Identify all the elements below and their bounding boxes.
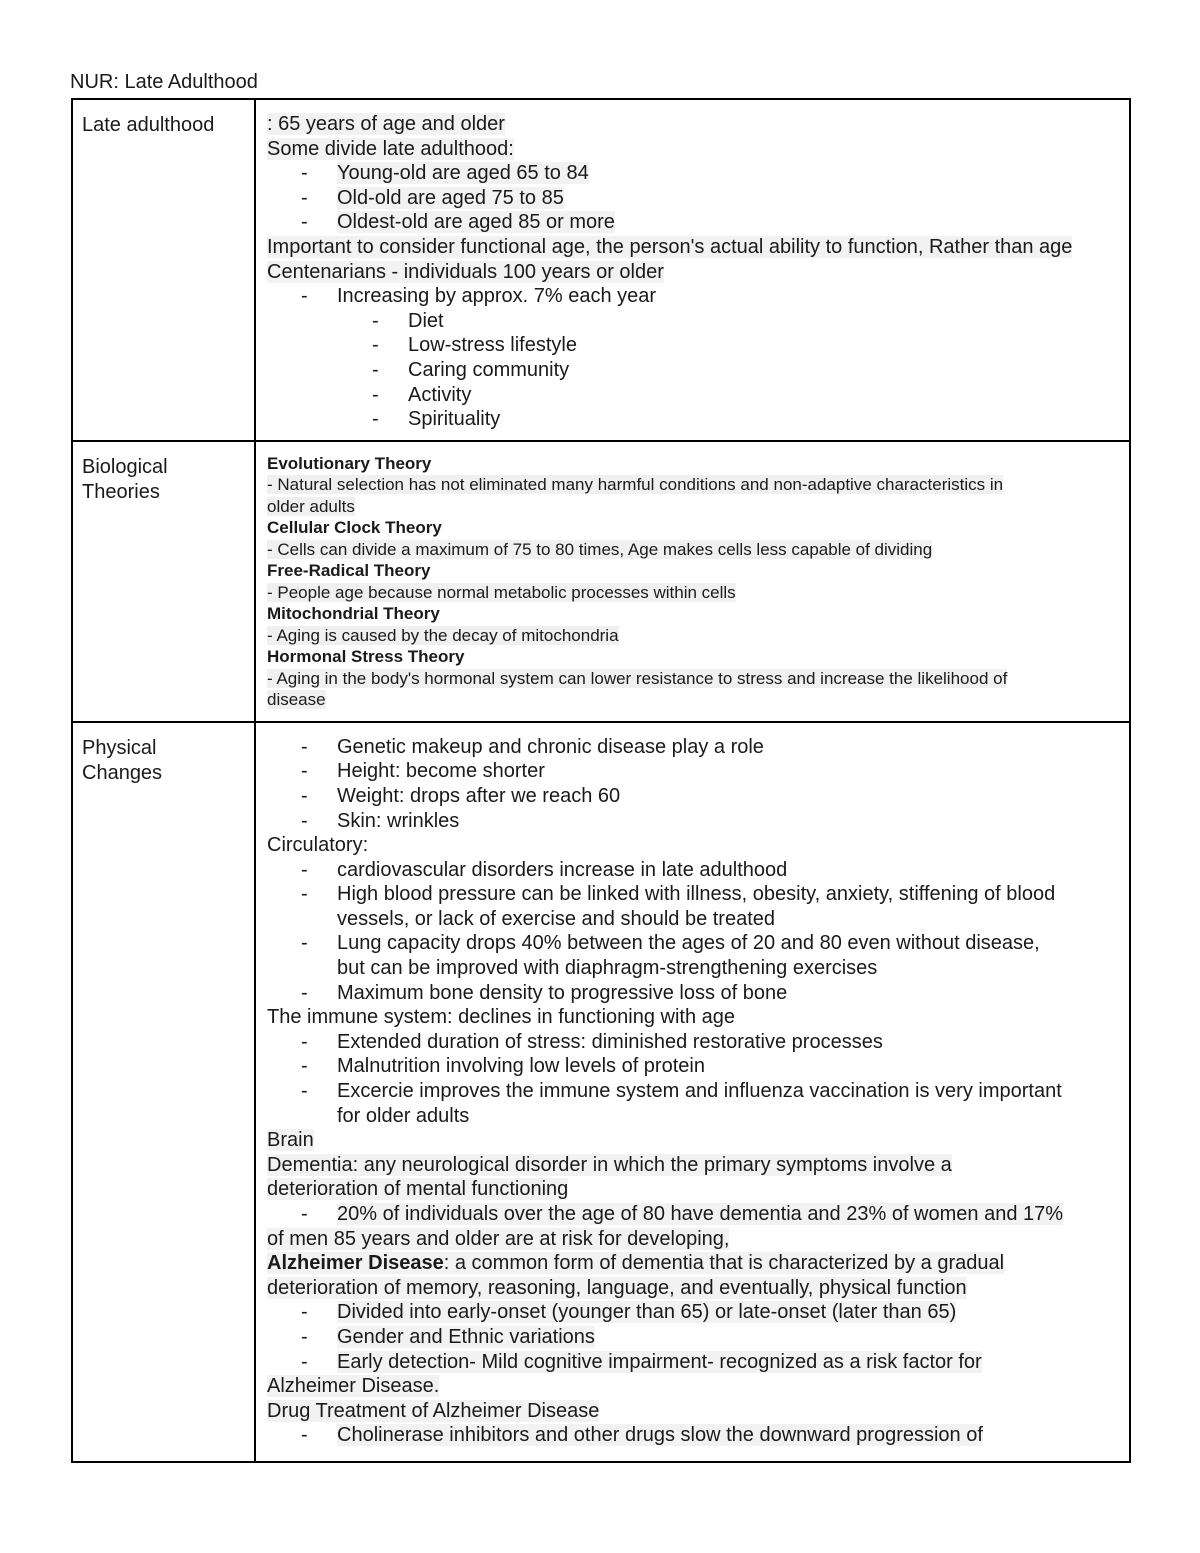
theory-heading: Mitochondrial Theory bbox=[267, 604, 440, 624]
row-label-cell bbox=[72, 99, 255, 441]
row-label: Late adulthood bbox=[82, 114, 215, 136]
theory-text: - Cells can divide a maximum of 75 to 80 times, Age makes cells less capable of dividing bbox=[267, 539, 933, 559]
list-item: - Weight: drops after we reach 60 bbox=[267, 784, 1129, 809]
row-content-cell bbox=[255, 99, 1130, 441]
text-line: deterioration of mental functioning bbox=[267, 1178, 569, 1201]
theory-heading: Free-Radical Theory bbox=[267, 561, 431, 581]
alzheimer-term: Alzheimer Disease bbox=[267, 1252, 444, 1275]
row-label-cell bbox=[72, 722, 255, 1462]
list-item: - Caring community bbox=[267, 358, 1129, 383]
list-item: - Low-stress lifestyle bbox=[267, 333, 1129, 358]
text-line: Brain bbox=[267, 1129, 314, 1152]
list-item: - Genetic makeup and chronic disease play a role bbox=[267, 735, 1129, 760]
list-item: - Excercie improves the immune system and influenza vaccination is very important for older adults bbox=[267, 1079, 1129, 1128]
table-row bbox=[72, 99, 1130, 441]
list-item: - Height: become shorter bbox=[267, 759, 1129, 784]
list-item: - Young-old are aged 65 to 84 bbox=[267, 161, 1129, 186]
list-item: - Diet bbox=[267, 309, 1129, 334]
theory-heading: Evolutionary Theory bbox=[267, 453, 432, 473]
theory-text: - People age because normal metabolic processes within cells bbox=[267, 582, 736, 602]
list-item: - Increasing by approx. 7% each year bbox=[267, 284, 1129, 309]
list-item: - Extended duration of stress: diminished restorative processes bbox=[267, 1030, 1129, 1055]
text-line: Alzheimer Disease: a common form of dementia that is characterized by a gradual bbox=[267, 1252, 1005, 1275]
text-line: Important to consider functional age, the person's actual ability to function, Rather than age bbox=[267, 235, 1073, 258]
text-line: Dementia: any neurological disorder in which the primary symptoms involve a bbox=[267, 1153, 952, 1176]
theory-heading: Hormonal Stress Theory bbox=[267, 647, 465, 667]
row-label: Biological Theories bbox=[82, 455, 168, 503]
list-item: - Malnutrition involving low levels of protein bbox=[267, 1054, 1129, 1079]
list-item: - Skin: wrinkles bbox=[267, 809, 1129, 834]
list-item: - Old-old are aged 75 to 85 bbox=[267, 186, 1129, 211]
list-item: - Oldest-old are aged 85 or more bbox=[267, 210, 1129, 235]
list-item: - Spirituality bbox=[267, 407, 1129, 432]
text-line: : 65 years of age and older bbox=[267, 113, 505, 135]
list-item: - 20% of individuals over the age of 80 have dementia and 23% of women and 17% bbox=[267, 1202, 1129, 1227]
text-line: deterioration of memory, reasoning, language, and eventually, physical function bbox=[267, 1276, 967, 1299]
list-item: - Lung capacity drops 40% between the ages of 20 and 80 even without disease, but can be improved with diaphragm-strengthening exercises bbox=[267, 931, 1129, 980]
text-line: Drug Treatment of Alzheimer Disease bbox=[267, 1399, 600, 1422]
row-content-cell bbox=[255, 441, 1130, 722]
theory-text: - Aging in the body's hormonal system can lower resistance to stress and increase the likelihood of bbox=[267, 668, 1008, 688]
text-line: Some divide late adulthood: bbox=[267, 137, 514, 160]
notes-table bbox=[71, 98, 1131, 1463]
text-line: Circulatory: bbox=[267, 834, 369, 857]
theory-text: older adults bbox=[267, 496, 355, 516]
list-item: - Early detection- Mild cognitive impairment- recognized as a risk factor for bbox=[267, 1350, 1129, 1375]
list-item: - Divided into early-onset (younger than 65) or late-onset (later than 65) bbox=[267, 1300, 1129, 1325]
theory-text: - Natural selection has not eliminated many harmful conditions and non-adaptive characteristics in bbox=[267, 475, 1004, 495]
list-item: - Activity bbox=[267, 383, 1129, 408]
theory-heading: Cellular Clock Theory bbox=[267, 518, 442, 538]
list-item: - Maximum bone density to progressive loss of bone bbox=[267, 981, 1129, 1006]
list-item: - High blood pressure can be linked with illness, obesity, anxiety, stiffening of blood vessels, or lack of exercise and should be treated bbox=[267, 882, 1129, 931]
theory-text: - Aging is caused by the decay of mitochondria bbox=[267, 625, 619, 645]
table-row bbox=[72, 441, 1130, 722]
text-line: of men 85 years and older are at risk for developing, bbox=[267, 1227, 730, 1250]
text-line: The immune system: declines in functioning with age bbox=[267, 1006, 736, 1029]
row-content-cell bbox=[255, 722, 1130, 1462]
row-label-cell bbox=[72, 441, 255, 722]
text-line: Centenarians - individuals 100 years or older bbox=[267, 260, 664, 283]
row-label: Physical Changes bbox=[82, 736, 163, 784]
list-item: - Gender and Ethnic variations bbox=[267, 1325, 1129, 1350]
table-row bbox=[72, 722, 1130, 1462]
document-title: NUR: Late Adulthood bbox=[70, 71, 258, 93]
list-item: - Cholinerase inhibitors and other drugs slow the downward progression of bbox=[267, 1423, 1129, 1448]
text-line: Alzheimer Disease. bbox=[267, 1375, 440, 1398]
list-item: - cardiovascular disorders increase in late adulthood bbox=[267, 858, 1129, 883]
theory-text: disease bbox=[267, 690, 326, 710]
